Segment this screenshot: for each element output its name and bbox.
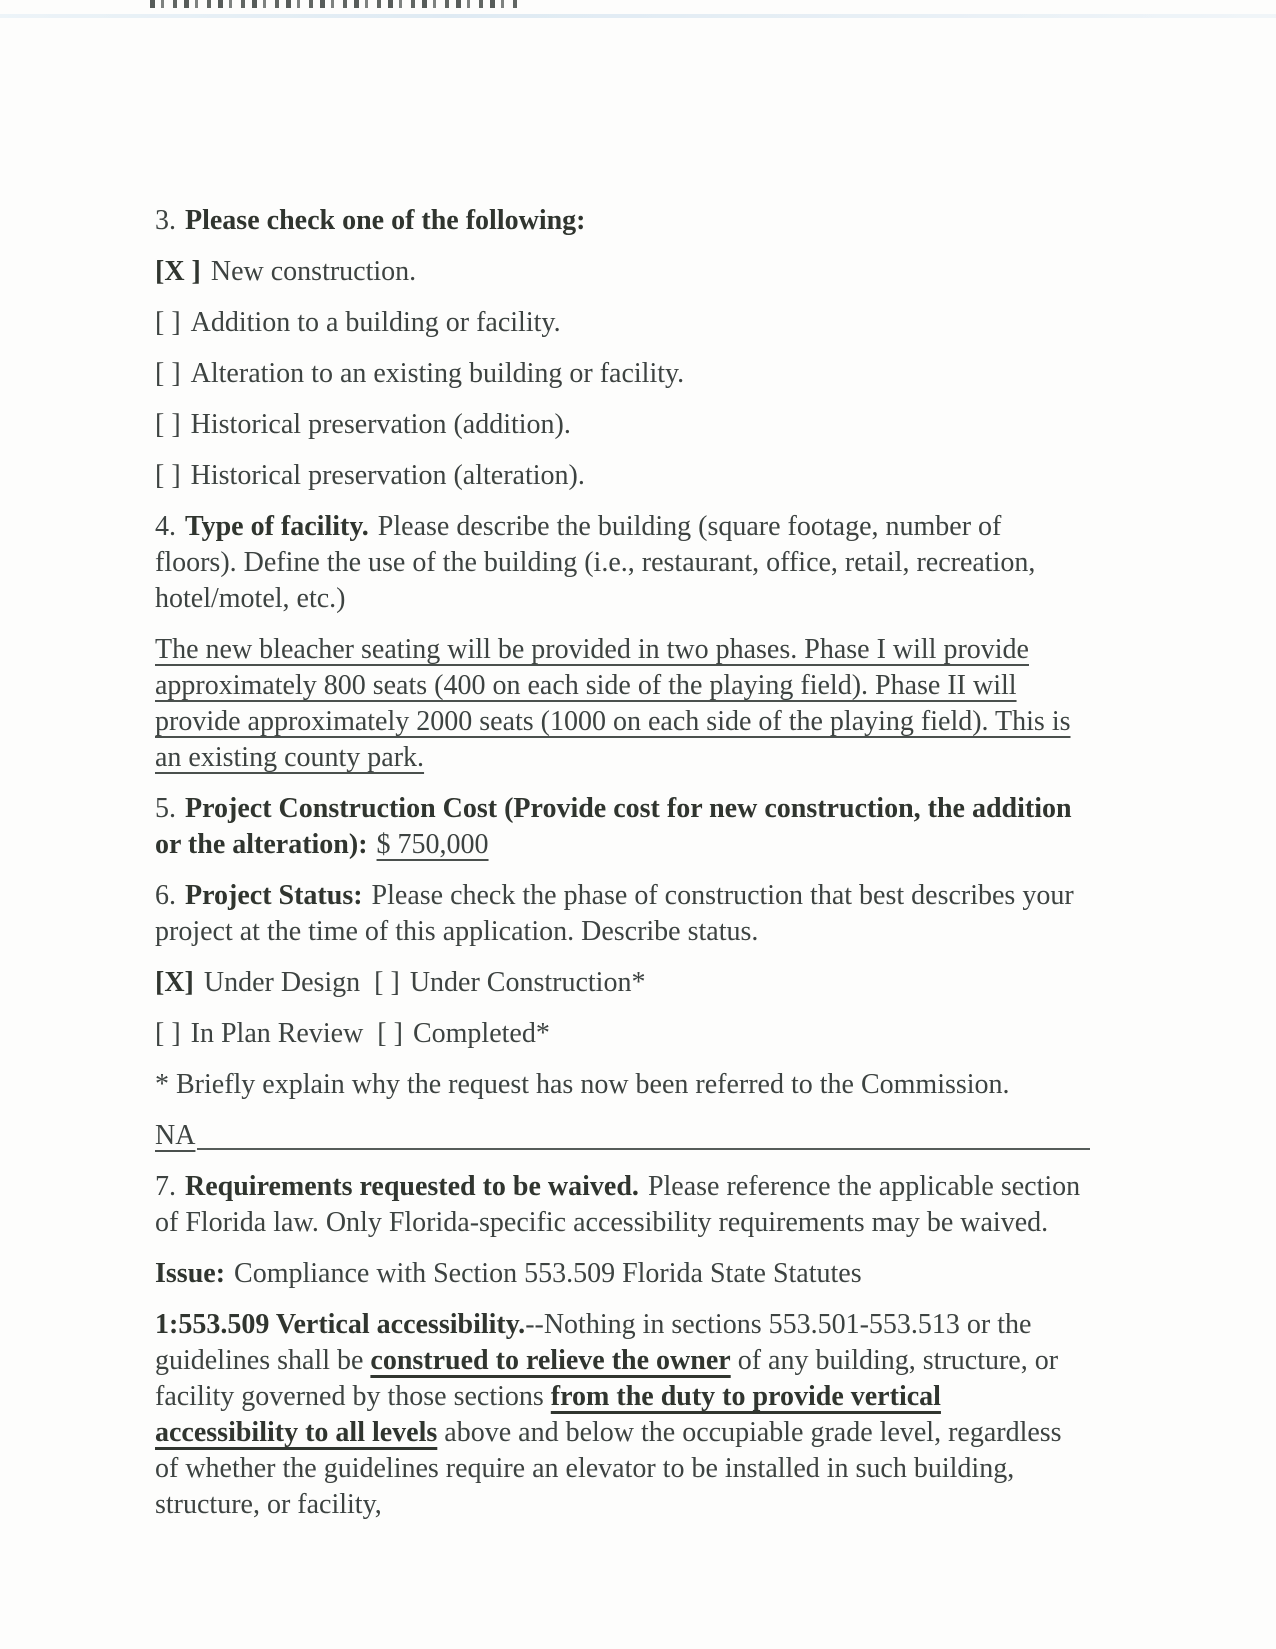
answer-underlined: The new bleacher seating will be provided in two phases. Phase I will provide approximately 800 seats (400 on each side of the playing field). Phase II will provide approximately 2000 seats (1000 on each side of the playing field). This is an existing county park. <box>155 634 1071 773</box>
option-label: Addition to a building or facility. <box>190 307 561 338</box>
checkbox-mark: [X] <box>155 967 194 998</box>
option-label: Completed* <box>412 1018 550 1049</box>
checkbox-mark: [ ] <box>155 307 181 338</box>
checkbox-option-new-construction <box>155 254 1090 290</box>
statute-lead: 1:553.509 Vertical accessibility. <box>155 1309 526 1340</box>
question-4 <box>155 509 1090 617</box>
question-4-answer <box>155 632 1090 776</box>
question-6 <box>155 878 1090 950</box>
question-prompt: Please describe the building (square footage, number of floors). Define the use of the building (i.e., restaurant, office, retail, recreation, hotel/motel, etc.) <box>155 511 1036 614</box>
question-heading-text: Project Status: <box>185 880 363 911</box>
question-prompt: Please check the phase of construction that best describes your project at the time of this application. Describe status. <box>155 880 1074 947</box>
checkbox-option-alteration <box>155 356 1090 392</box>
statute-paragraph <box>155 1307 1090 1523</box>
status-row-2 <box>155 1016 1090 1052</box>
option-label: Under Design <box>203 967 361 998</box>
checkbox-mark: [ ] <box>377 1018 403 1049</box>
na-answer: NA <box>155 1120 196 1151</box>
question-number: 3. <box>155 205 176 236</box>
issue-text: Compliance with Section 553.509 Florida State Statutes <box>234 1258 862 1289</box>
statute-text: above and below the occupiable grade level, regardless of whether the guidelines require an elevator to be installed in such building, structure, or facility, <box>155 1417 1062 1520</box>
checkbox-mark: [ ] <box>155 409 181 440</box>
question-number: 5. <box>155 793 176 824</box>
scan-line-artifact <box>0 14 1276 18</box>
option-label: Historical preservation (alteration). <box>190 460 585 491</box>
statute-text: --Nothing in sections 553.501-553.513 or the guidelines shall be <box>155 1309 1032 1376</box>
question-heading-text: Please check one of the following: <box>185 205 586 236</box>
option-label: Under Construction* <box>409 967 646 998</box>
cost-answer-underlined: $ 750,000 <box>376 829 489 860</box>
footnote-answer-line <box>155 1118 1090 1154</box>
question-7 <box>155 1169 1090 1241</box>
status-footnote: * Briefly explain why the request has now been referred to the Commission. <box>155 1069 1010 1100</box>
checkbox-option-historical-addition <box>155 407 1090 443</box>
question-5 <box>155 791 1090 863</box>
checkbox-mark: [X ] <box>155 256 201 287</box>
question-number: 4. <box>155 511 176 542</box>
checkbox-mark: [ ] <box>155 1018 181 1049</box>
answer-blank-line <box>197 1148 1090 1150</box>
issue-line <box>155 1256 1090 1292</box>
question-3-heading <box>155 203 1090 239</box>
question-heading-text: Type of facility. <box>185 511 369 542</box>
checkbox-mark: [ ] <box>155 460 181 491</box>
question-heading-text: Project Construction Cost (Provide cost for new construction, the addition or the alteration): <box>155 793 1072 860</box>
question-number: 7. <box>155 1171 176 1202</box>
option-label: Alteration to an existing building or facility. <box>190 358 685 389</box>
question-number: 6. <box>155 880 176 911</box>
checkbox-mark: [ ] <box>155 358 181 389</box>
option-label: Historical preservation (addition). <box>190 409 571 440</box>
status-row-1 <box>155 965 1090 1001</box>
form-body <box>155 203 1090 1538</box>
statute-underlined-1: construed to relieve the owner <box>370 1345 731 1376</box>
checkbox-option-historical-alteration <box>155 458 1090 494</box>
clipped-text-artifact <box>150 0 522 8</box>
statute-text: of any building, structure, or facility governed by those sections <box>155 1345 1059 1412</box>
issue-label: Issue: <box>155 1258 226 1289</box>
option-label: New construction. <box>210 256 417 287</box>
checkbox-mark: [ ] <box>374 967 400 998</box>
option-label: In Plan Review <box>190 1018 364 1049</box>
checkbox-option-addition <box>155 305 1090 341</box>
question-prompt: Please reference the applicable section of Florida law. Only Florida-specific accessibility requirements may be waived. <box>155 1171 1081 1238</box>
statute-underlined-2: from the duty to provide vertical accessibility to all levels <box>155 1381 941 1448</box>
question-heading-text: Requirements requested to be waived. <box>185 1171 639 1202</box>
